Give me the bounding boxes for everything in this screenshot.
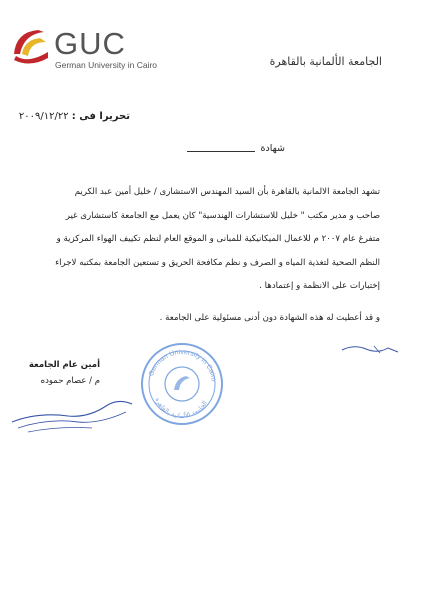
body-line: تشهد الجامعة الالمانية بالقاهرة بأن السيد المهندس الاستشارى / خليل أمين عبد الكريم bbox=[74, 187, 380, 197]
stamp-seal-icon bbox=[138, 340, 226, 428]
body-line: إختبارات على الانظمة و إعتمادها . bbox=[259, 281, 380, 291]
certificate-body bbox=[38, 181, 380, 299]
date-value: ٢٠٠٩/١٢/٢٢ bbox=[18, 111, 69, 122]
stamp-text-bottom: الجامعة الألمانية بالقاهرة bbox=[153, 396, 209, 421]
logo-subtitle: German University in Cairo bbox=[55, 60, 158, 70]
date-line bbox=[19, 111, 130, 122]
signatory-title: أمين عام الجامعة bbox=[28, 360, 100, 370]
body-line: متفرغ عام ٢٠٠٧ م للاعمال الميكانيكية للمبانى و الموقع العام لنظم تكييف الهواء المركزية و bbox=[56, 234, 380, 244]
body-line: النظم الصحية لتغذية المياه و الصرف و نظم مكافحة الحريق و تستعين الجامعة بمكتبه لاجراء bbox=[55, 257, 380, 268]
university-stamp bbox=[138, 340, 226, 428]
certificate-title bbox=[155, 143, 285, 159]
closing-statement: و قد أعطيت له هذه الشهادة دون أدنى مسئولية على الجامعة . bbox=[159, 313, 380, 323]
stamp-text-top: German University in Cairo bbox=[148, 348, 217, 382]
signatory-name: م / عصام حموده bbox=[40, 376, 100, 386]
guc-logo bbox=[8, 24, 158, 74]
logo-text: GUC bbox=[54, 26, 126, 61]
svg-text:الجامعة الألمانية بالقاهرة bbox=[153, 396, 209, 420]
signature-scribble-icon bbox=[8, 382, 138, 434]
guc-emblem-icon bbox=[8, 24, 54, 70]
title-rule bbox=[187, 151, 255, 152]
initials-scribble-icon bbox=[340, 340, 402, 356]
title-text: شهادة bbox=[260, 143, 285, 154]
body-line: صاحب و مدير مكتب " خليل للاستشارات الهندسية" كان يعمل مع الجامعة كاستشارى غير bbox=[65, 210, 380, 221]
university-name-ar: الجامعة الألمانية بالقاهرة bbox=[269, 55, 382, 68]
date-label: تحريرا فى : bbox=[71, 111, 130, 122]
